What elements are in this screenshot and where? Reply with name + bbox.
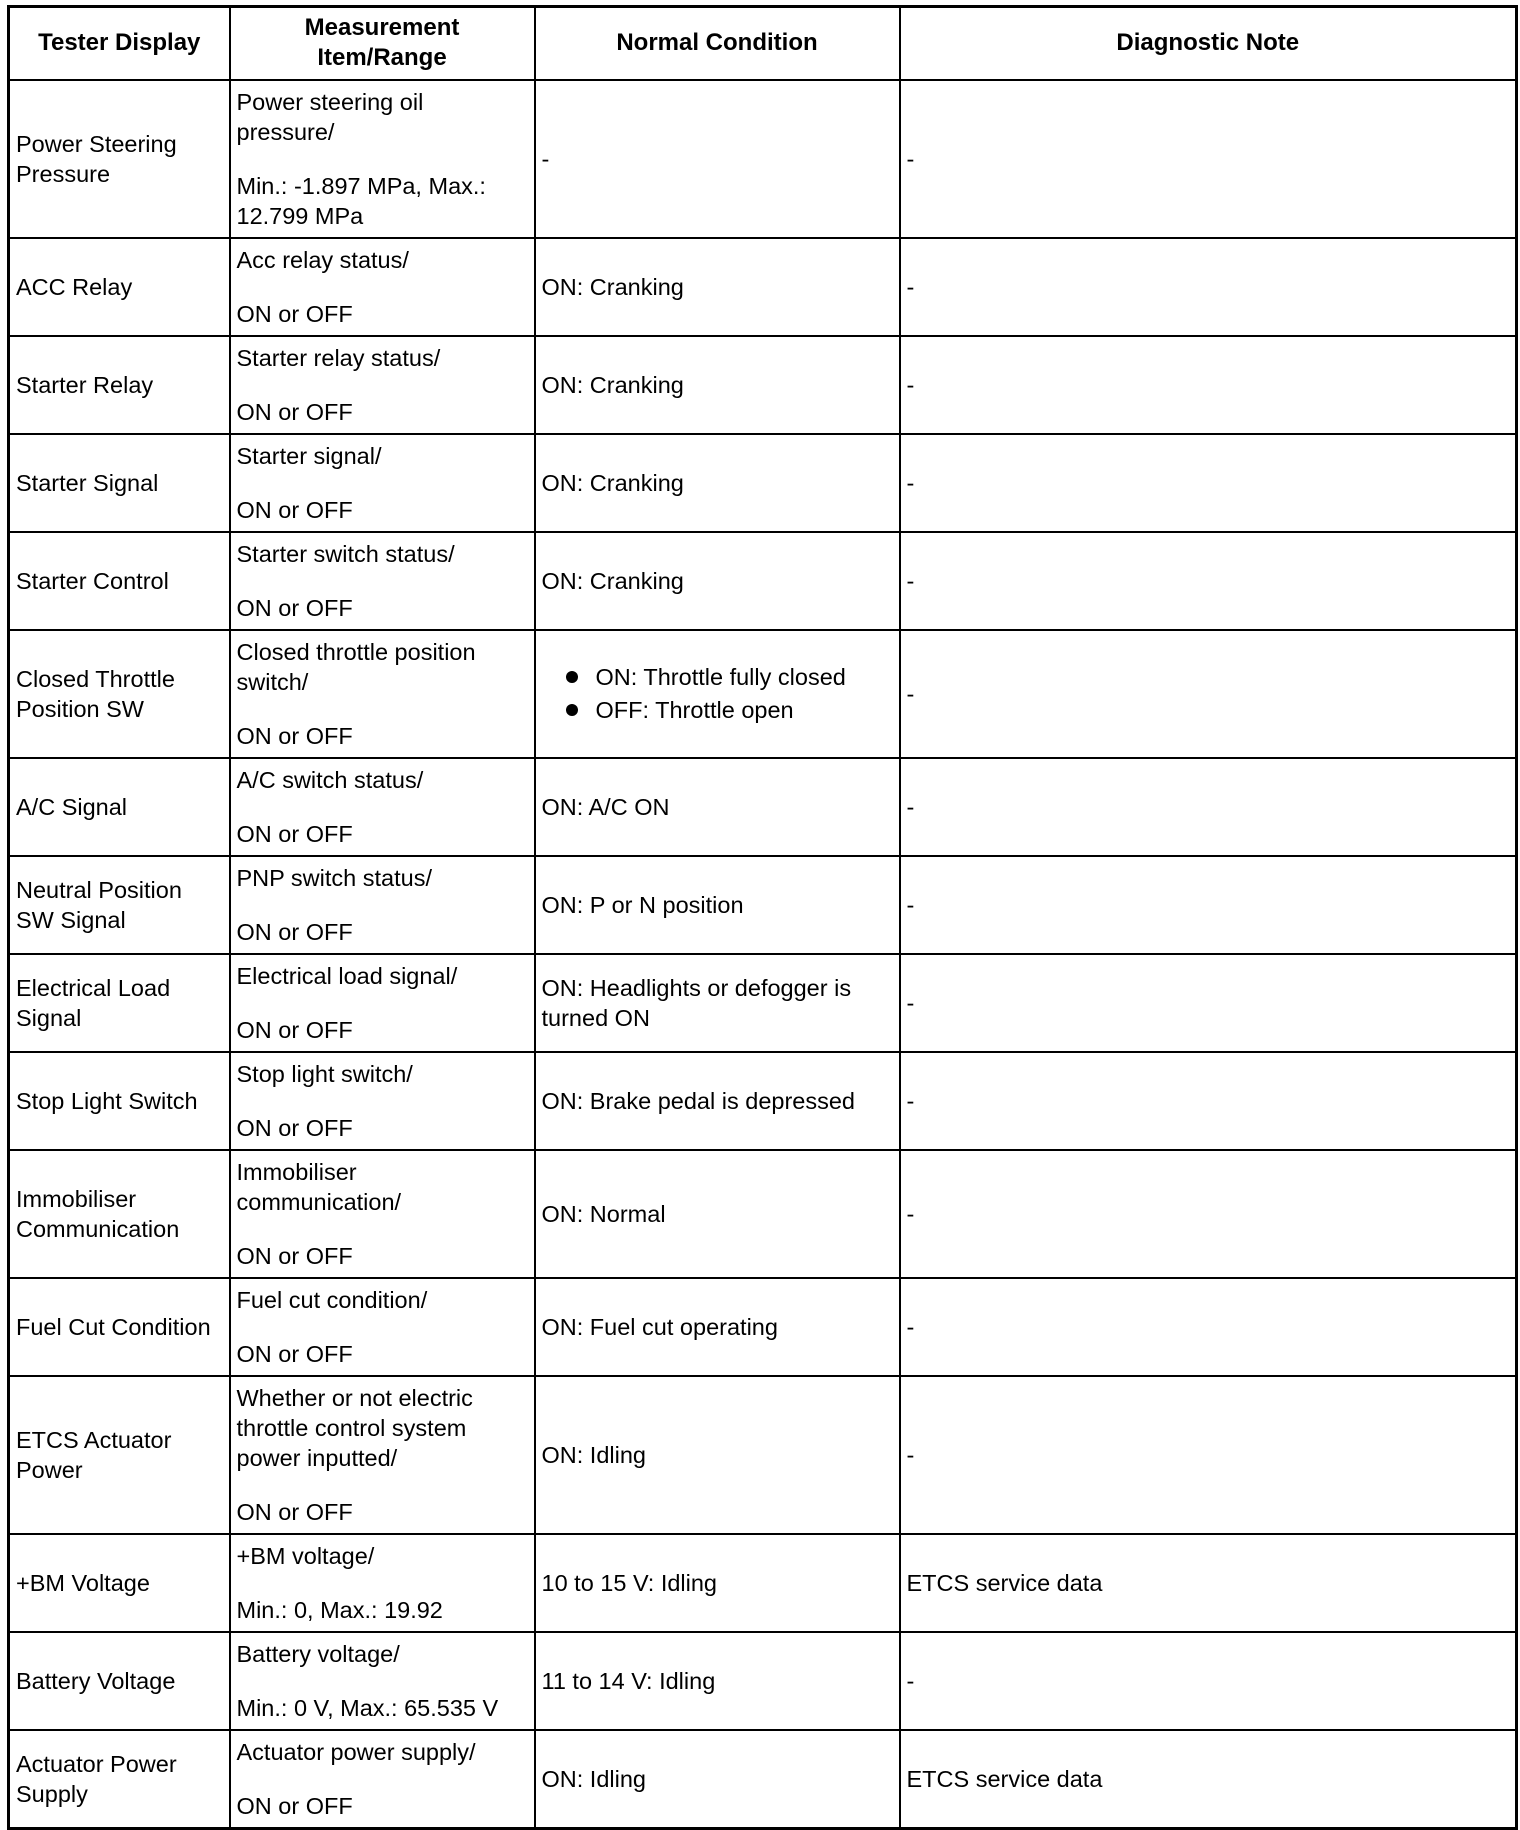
cell-measurement bbox=[230, 238, 535, 336]
cell-normal-condition: ON: Brake pedal is depressed bbox=[535, 1052, 900, 1150]
measurement-item: PNP switch status/ bbox=[236, 864, 432, 891]
cell-diagnostic-note: - bbox=[900, 1052, 1517, 1150]
table-row bbox=[9, 80, 1517, 238]
cell-normal-condition: ON: Headlights or defogger is turned ON bbox=[535, 954, 900, 1052]
cell-tester-display: Battery Voltage bbox=[9, 1632, 230, 1730]
cell-measurement bbox=[230, 532, 535, 630]
measurement-item: +BM voltage/ bbox=[236, 1542, 375, 1569]
cell-normal-condition: ON: Idling bbox=[535, 1376, 900, 1534]
condition-bullet-list bbox=[542, 661, 893, 727]
header-measurement-label: Measurement Item/Range bbox=[304, 14, 460, 72]
cell-tester-display: Power Steering Pressure bbox=[9, 80, 230, 238]
measurement-range: ON or OFF bbox=[236, 1016, 353, 1043]
cell-measurement bbox=[230, 1052, 535, 1150]
measurement-range: ON or OFF bbox=[236, 1114, 353, 1141]
header-normal-condition: Normal Condition bbox=[535, 7, 900, 80]
cell-measurement bbox=[230, 1730, 535, 1829]
table-row bbox=[9, 532, 1517, 630]
cell-measurement bbox=[230, 434, 535, 532]
cell-measurement bbox=[230, 1150, 535, 1278]
measurement-item: Power steering oil pressure/ bbox=[236, 88, 424, 145]
measurement-range: ON or OFF bbox=[236, 1792, 353, 1819]
header-diagnostic-note: Diagnostic Note bbox=[900, 7, 1517, 80]
measurement-range: Min.: 0 V, Max.: 65.535 V bbox=[236, 1694, 499, 1721]
cell-normal-condition: ON: A/C ON bbox=[535, 758, 900, 856]
measurement-range: ON or OFF bbox=[236, 300, 353, 327]
table-row bbox=[9, 434, 1517, 532]
measurement-range: ON or OFF bbox=[236, 594, 353, 621]
cell-normal-condition: ON: Cranking bbox=[535, 336, 900, 434]
cell-measurement bbox=[230, 80, 535, 238]
cell-diagnostic-note: - bbox=[900, 758, 1517, 856]
table-row bbox=[9, 758, 1517, 856]
cell-measurement bbox=[230, 336, 535, 434]
cell-normal-condition: ON: Cranking bbox=[535, 238, 900, 336]
measurement-item: Immobiliser communication/ bbox=[236, 1158, 402, 1215]
cell-tester-display: Starter Signal bbox=[9, 434, 230, 532]
cell-measurement bbox=[230, 1534, 535, 1632]
cell-diagnostic-note: - bbox=[900, 1376, 1517, 1534]
cell-tester-display: A/C Signal bbox=[9, 758, 230, 856]
measurement-range: ON or OFF bbox=[236, 398, 353, 425]
table-row bbox=[9, 1278, 1517, 1376]
table-row bbox=[9, 336, 1517, 434]
measurement-item: Closed throttle position switch/ bbox=[236, 638, 476, 695]
measurement-item: Stop light switch/ bbox=[236, 1060, 413, 1087]
measurement-item: Acc relay status/ bbox=[236, 246, 409, 273]
measurement-item: Fuel cut condition/ bbox=[236, 1286, 428, 1313]
cell-measurement bbox=[230, 954, 535, 1052]
table-row bbox=[9, 1632, 1517, 1730]
cell-tester-display: Stop Light Switch bbox=[9, 1052, 230, 1150]
table-body bbox=[9, 80, 1517, 1829]
cell-normal-condition: ON: Normal bbox=[535, 1150, 900, 1278]
measurement-item: Starter relay status/ bbox=[236, 344, 441, 371]
tester-data-table bbox=[7, 5, 1518, 1830]
cell-tester-display: ETCS Actuator Power bbox=[9, 1376, 230, 1534]
cell-tester-display: +BM Voltage bbox=[9, 1534, 230, 1632]
measurement-range: Min.: 0, Max.: 19.92 bbox=[236, 1596, 443, 1623]
cell-diagnostic-note: ETCS service data bbox=[900, 1730, 1517, 1829]
measurement-range: ON or OFF bbox=[236, 496, 353, 523]
table-row bbox=[9, 856, 1517, 954]
table-row bbox=[9, 238, 1517, 336]
cell-normal-condition bbox=[535, 630, 900, 758]
cell-measurement bbox=[230, 1632, 535, 1730]
cell-diagnostic-note: - bbox=[900, 954, 1517, 1052]
cell-normal-condition: 10 to 15 V: Idling bbox=[535, 1534, 900, 1632]
cell-measurement bbox=[230, 630, 535, 758]
cell-tester-display: Neutral Position SW Signal bbox=[9, 856, 230, 954]
table-row bbox=[9, 954, 1517, 1052]
cell-diagnostic-note: - bbox=[900, 1150, 1517, 1278]
cell-tester-display: ACC Relay bbox=[9, 238, 230, 336]
cell-measurement bbox=[230, 1278, 535, 1376]
cell-tester-display: Closed Throttle Position SW bbox=[9, 630, 230, 758]
cell-diagnostic-note: - bbox=[900, 80, 1517, 238]
condition-bullet-item: OFF: Throttle open bbox=[566, 694, 893, 727]
table-row bbox=[9, 630, 1517, 758]
table-row bbox=[9, 1052, 1517, 1150]
measurement-item: Starter signal/ bbox=[236, 442, 382, 469]
cell-normal-condition: 11 to 14 V: Idling bbox=[535, 1632, 900, 1730]
table-row bbox=[9, 1150, 1517, 1278]
cell-tester-display: Starter Relay bbox=[9, 336, 230, 434]
cell-tester-display: Starter Control bbox=[9, 532, 230, 630]
cell-normal-condition: ON: Fuel cut operating bbox=[535, 1278, 900, 1376]
measurement-range: ON or OFF bbox=[236, 820, 353, 847]
cell-diagnostic-note: - bbox=[900, 238, 1517, 336]
cell-measurement bbox=[230, 856, 535, 954]
cell-tester-display: Immobiliser Communication bbox=[9, 1150, 230, 1278]
cell-tester-display: Actuator Power Supply bbox=[9, 1730, 230, 1829]
measurement-item: Electrical load signal/ bbox=[236, 962, 458, 989]
cell-normal-condition: ON: Cranking bbox=[535, 434, 900, 532]
cell-measurement bbox=[230, 758, 535, 856]
measurement-range: ON or OFF bbox=[236, 918, 353, 945]
cell-diagnostic-note: - bbox=[900, 532, 1517, 630]
table-row bbox=[9, 1534, 1517, 1632]
measurement-range: ON or OFF bbox=[236, 1340, 353, 1367]
measurement-range: ON or OFF bbox=[236, 722, 353, 749]
cell-diagnostic-note: ETCS service data bbox=[900, 1534, 1517, 1632]
header-measurement bbox=[230, 7, 535, 80]
measurement-item: Actuator power supply/ bbox=[236, 1738, 476, 1765]
measurement-item: Starter switch status/ bbox=[236, 540, 455, 567]
cell-diagnostic-note: - bbox=[900, 434, 1517, 532]
measurement-range: Min.: -1.897 MPa, Max.: 12.799 MPa bbox=[236, 172, 486, 229]
cell-normal-condition: - bbox=[535, 80, 900, 238]
measurement-item: Whether or not electric throttle control system power inputted/ bbox=[236, 1384, 473, 1471]
cell-diagnostic-note: - bbox=[900, 336, 1517, 434]
cell-diagnostic-note: - bbox=[900, 1278, 1517, 1376]
cell-normal-condition: ON: Cranking bbox=[535, 532, 900, 630]
cell-diagnostic-note: - bbox=[900, 856, 1517, 954]
cell-diagnostic-note: - bbox=[900, 1632, 1517, 1730]
measurement-item: A/C switch status/ bbox=[236, 766, 424, 793]
header-row bbox=[9, 7, 1517, 80]
measurement-range: ON or OFF bbox=[236, 1498, 353, 1525]
table-row bbox=[9, 1730, 1517, 1829]
cell-normal-condition: ON: Idling bbox=[535, 1730, 900, 1829]
cell-tester-display: Fuel Cut Condition bbox=[9, 1278, 230, 1376]
header-tester-display: Tester Display bbox=[9, 7, 230, 80]
cell-normal-condition: ON: P or N position bbox=[535, 856, 900, 954]
condition-bullet-item: ON: Throttle fully closed bbox=[566, 661, 893, 694]
measurement-item: Battery voltage/ bbox=[236, 1640, 400, 1667]
data-list-sheet bbox=[7, 5, 1515, 1830]
measurement-range: ON or OFF bbox=[236, 1242, 353, 1269]
cell-measurement bbox=[230, 1376, 535, 1534]
cell-diagnostic-note: - bbox=[900, 630, 1517, 758]
table-row bbox=[9, 1376, 1517, 1534]
cell-tester-display: Electrical Load Signal bbox=[9, 954, 230, 1052]
